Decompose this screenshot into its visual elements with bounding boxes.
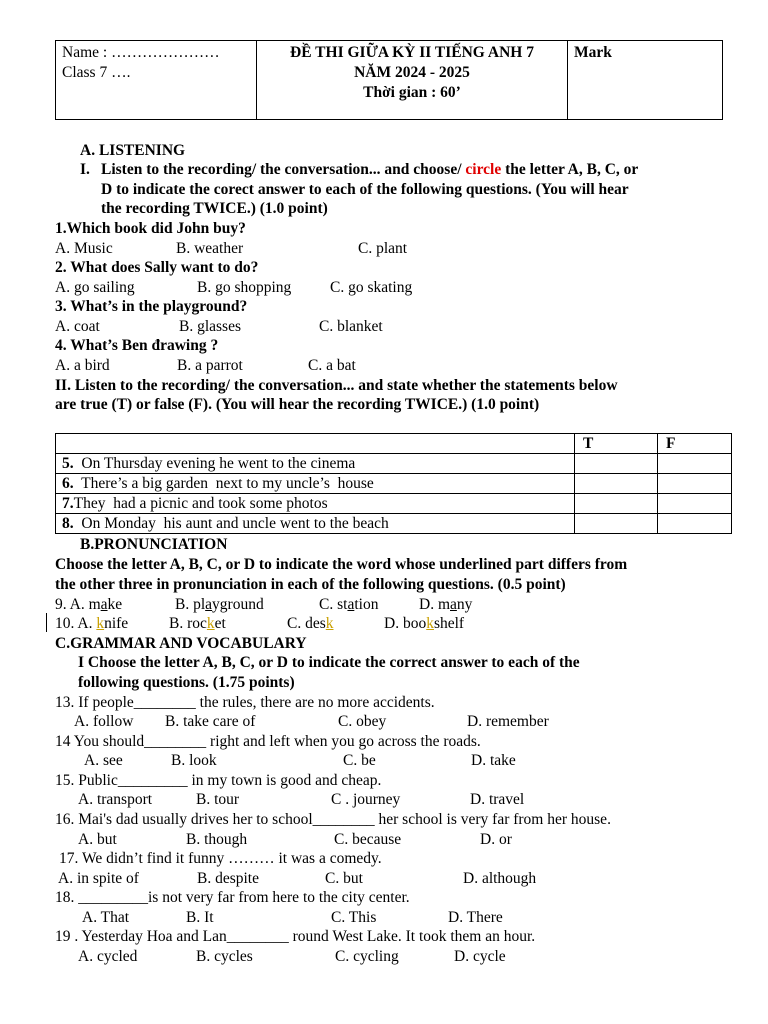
q19-option-c[interactable]: C. cycling [335,948,399,965]
q10-option-b[interactable]: B. rocket [169,615,226,632]
q14-option-b[interactable]: B. look [171,752,217,769]
answer-7-true[interactable] [575,494,658,514]
table-header-blank [56,434,575,454]
q14-option-a[interactable]: A. see [84,752,123,769]
q9-option-b[interactable]: B. playground [175,596,264,613]
question-4: 4. What’s Ben đrawing ? [55,337,219,354]
listening-heading: A. LISTENING [80,142,186,159]
question-14: 14 You should________ right and left when you go across the roads. [55,733,481,750]
question-17: 17. We didn’t find it funny ……… it was a comedy. [59,850,382,867]
exam-title-cell [257,41,568,120]
question-1: 1.Which book did John buy? [55,220,246,237]
answer-5-false[interactable] [658,454,732,474]
q16-option-c[interactable]: C. because [334,831,402,848]
q14-option-c[interactable]: C. be [343,752,376,769]
q1-option-b[interactable]: B. weather [176,240,244,257]
part1-instruction-line3: the recording TWICE.) (1.0 point) [101,200,328,217]
q2-option-b[interactable]: B. go shopping [197,279,292,296]
part1-number: I. [80,161,90,178]
q15-option-d[interactable]: D. travel [470,791,525,808]
q10-option-c[interactable]: C. desk [287,615,334,632]
part2-instruction-line2: are true (T) or false (F). (You will hear the recording TWICE.) (1.0 point) [55,396,540,413]
q10-option-a[interactable]: 10. A. knife [55,615,129,632]
column-true: T [575,434,658,454]
q16-option-d[interactable]: D. or [480,831,512,848]
q9-option-c[interactable]: C. station [319,596,379,613]
answer-7-false[interactable] [658,494,732,514]
q3-option-c[interactable]: C. blanket [319,318,383,335]
q19-option-d[interactable]: D. cycle [454,948,506,965]
school-year: NĂM 2024 - 2025 [354,64,470,81]
q16-option-b[interactable]: B. though [186,831,248,848]
q1-option-a[interactable]: A. Music [55,240,113,257]
q17-option-d[interactable]: D. although [463,870,537,887]
name-field[interactable]: Name : ………………… [62,44,220,61]
q9-option-a[interactable]: 9. A. make [55,596,123,613]
table-row [56,494,732,514]
q17-option-c[interactable]: C. but [325,870,363,887]
q16-option-a[interactable]: A. but [78,831,117,848]
q13-option-b[interactable]: B. take care of [165,713,256,730]
table-header-row [56,434,732,454]
q19-option-a[interactable]: A. cycled [78,948,138,965]
q4-option-b[interactable]: B. a parrot [177,357,243,374]
part1-instruction-line1: Listen to the recording/ the conversation... and choose/ circle the letter A, B, C, or [101,161,639,178]
grammar-heading: C.GRAMMAR AND VOCABULARY [55,635,307,652]
pronunciation-heading: B.PRONUNCIATION [80,536,228,553]
q18-option-a[interactable]: A. That [82,909,130,926]
statement-7: 7.They had a picnic and took some photos [56,494,575,514]
q1-option-c[interactable]: C. plant [358,240,408,257]
q13-option-a[interactable]: A. follow [74,713,134,730]
q4-option-c[interactable]: C. a bat [308,357,356,374]
q17-option-a[interactable]: A. in spite of [58,870,139,887]
q4-option-a[interactable]: A. a bird [55,357,110,374]
q18-option-b[interactable]: B. It [186,909,214,926]
pronunciation-instruction-line1: Choose the letter A, B, C, or D to indicate the word whose underlined part differs from [55,556,628,573]
q15-option-a[interactable]: A. transport [78,791,153,808]
q3-option-b[interactable]: B. glasses [179,318,241,335]
q2-option-c[interactable]: C. go skating [330,279,413,296]
answer-6-false[interactable] [658,474,732,494]
statement-8: 8. On Monday his aunt and uncle went to the beach [56,514,575,534]
question-18: 18. _________is not very far from here to the city center. [55,889,410,906]
statement-6: 6. There’s a big garden next to my uncle’s house [56,474,575,494]
grammar-instruction-line2: following questions. (1.75 points) [78,674,295,691]
student-info-cell [56,41,257,120]
header-table [55,40,723,120]
part2-instruction-line1: II. Listen to the recording/ the conversation... and state whether the statements below [55,377,618,394]
answer-5-true[interactable] [575,454,658,474]
q3-option-a[interactable]: A. coat [55,318,100,335]
true-false-table [55,433,732,534]
exam-title: ĐỀ THI GIỮA KỲ II TIẾNG ANH 7 [290,44,534,61]
question-13: 13. If people________ the rules, there are no more accidents. [55,694,435,711]
question-16: 16. Mai's dad usually drives her to school________ her school is very far from her house. [55,811,611,828]
answer-6-true[interactable] [575,474,658,494]
q15-option-c[interactable]: C . journey [331,791,401,808]
table-row [56,474,732,494]
question-3: 3. What’s in the playground? [55,298,248,315]
q2-option-a[interactable]: A. go sailing [55,279,135,296]
statement-5: 5. On Thursday evening he went to the cinema [56,454,575,474]
q9-option-d[interactable]: D. many [419,596,473,613]
grammar-instruction-line1: I Choose the letter A, B, C, or D to indicate the correct answer to each of the [78,654,580,671]
table-row [56,514,732,534]
question-2: 2. What does Sally want to do? [55,259,259,276]
answer-8-true[interactable] [575,514,658,534]
part1-instruction-line2: D to indicate the corect answer to each of the following questions. (You will hear [101,181,629,198]
q18-option-d[interactable]: D. There [448,909,503,926]
q19-option-b[interactable]: B. cycles [196,948,253,965]
q13-option-c[interactable]: C. obey [338,713,387,730]
question-19: 19 . Yesterday Hoa and Lan________ round West Lake. It took them an hour. [55,928,536,945]
time-limit: Thời gian : 60’ [363,84,461,101]
q15-option-b[interactable]: B. tour [196,791,240,808]
class-field[interactable]: Class 7 …. [62,64,131,81]
q13-option-d[interactable]: D. remember [467,713,549,730]
pronunciation-instruction-line2: the other three in pronunciation in each of the following questions. (0.5 point) [55,576,566,593]
q17-option-b[interactable]: B. despite [197,870,259,887]
answer-8-false[interactable] [658,514,732,534]
question-15: 15. Public_________ in my town is good and cheap. [55,772,382,789]
text-cursor [46,613,47,632]
q14-option-d[interactable]: D. take [471,752,516,769]
column-false: F [658,434,732,454]
q18-option-c[interactable]: C. This [331,909,377,926]
table-row [56,454,732,474]
mark-cell [568,41,723,120]
q10-option-d[interactable]: D. bookshelf [384,615,465,632]
circle-word: circle [465,161,502,178]
mark-label: Mark [574,44,612,61]
